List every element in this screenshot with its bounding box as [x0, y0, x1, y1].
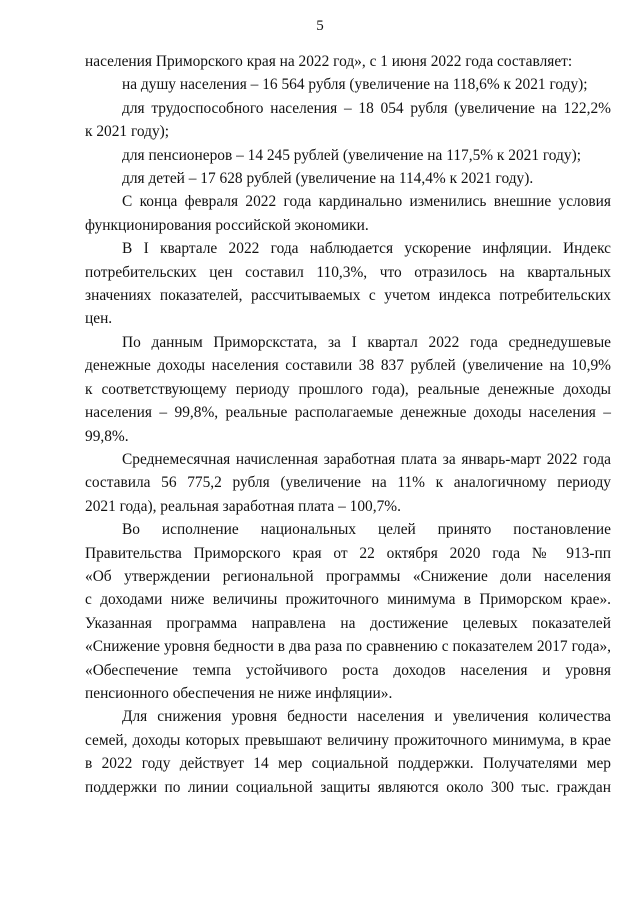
text-line: Во исполнение национальных целей принято постановление — [122, 521, 611, 539]
page-number: 5 — [316, 18, 324, 34]
text-line: «Обеспечение темпа устойчивого роста доходов населения и уровня — [85, 661, 611, 679]
text-line: пенсионного обеспечения не ниже инфляции». — [85, 684, 393, 702]
text-line: на душу населения – 16 564 рубля (увеличение на 118,6% к 2021 году); — [122, 76, 588, 94]
text-line: 2021 года), реальная заработная плата – 100,7%. — [85, 497, 401, 515]
text-line: с доходами ниже величины прожиточного минимума в Приморском крае». — [85, 591, 611, 609]
text-line: Указанная программа направлена на достижение целевых показателей — [85, 614, 611, 632]
text-line: В I квартале 2022 года наблюдается ускорение инфляции. Индекс — [122, 240, 611, 258]
text-line: для детей – 17 628 рублей (увеличение на 114,4% к 2021 году). — [122, 170, 534, 188]
text-line: Для снижения уровня бедности населения и увеличения количества — [122, 708, 611, 726]
text-line: По данным Приморскстата, за I квартал 2022 года среднедушевые — [122, 333, 611, 351]
text-line: составила 56 775,2 рубля (увеличение на 11% к аналогичному периоду — [85, 474, 611, 492]
text-line: в 2022 году действует 14 мер социальной поддержки. Получателями мер — [85, 755, 611, 773]
text-line: значениях показателей, рассчитываемых с учетом индекса потребительских — [85, 287, 611, 305]
text-line: Среднемесячная начисленная заработная плата за январь-март 2022 года — [122, 450, 611, 468]
text-line: «Об утверждении региональной программы «Снижение доли населения — [85, 567, 611, 585]
text-line: потребительских цен составил 110,3%, что отразилось на квартальных — [85, 263, 611, 281]
text-line: для пенсионеров – 14 245 рублей (увеличение на 117,5% к 2021 году); — [122, 146, 581, 164]
text-line: Правительства Приморского края от 22 октября 2020 года № 913-пп — [85, 544, 611, 562]
text-line: 99,8%. — [85, 427, 129, 445]
text-line: цен. — [85, 310, 113, 328]
text-line: к соответствующему периоду прошлого года), реальные денежные доходы — [85, 380, 611, 398]
text-line: денежные доходы населения составили 38 837 рублей (увеличение на 10,9% — [85, 357, 611, 375]
text-line: населения – 99,8%, реальные располагаемые денежные доходы населения – — [85, 404, 611, 422]
text-line: поддержки по линии социальной защиты являются около 300 тыс. граждан — [85, 778, 611, 796]
document-body — [85, 50, 611, 799]
text-line: семей, доходы которых превышают величину прожиточного минимума, в крае — [85, 731, 611, 749]
text-line: населения Приморского края на 2022 год», с 1 июня 2022 года составляет: — [85, 53, 573, 70]
text-line: к 2021 году); — [85, 123, 170, 141]
text-line: С конца февраля 2022 года кардинально изменились внешние условия — [122, 193, 611, 211]
text-line: функционирования российской экономики. — [85, 216, 369, 234]
text-line: для трудоспособного населения – 18 054 рубля (увеличение на 122,2% — [122, 99, 611, 117]
text-line: «Снижение уровня бедности в два раза по сравнению с показателем 2017 года», — [85, 638, 611, 656]
